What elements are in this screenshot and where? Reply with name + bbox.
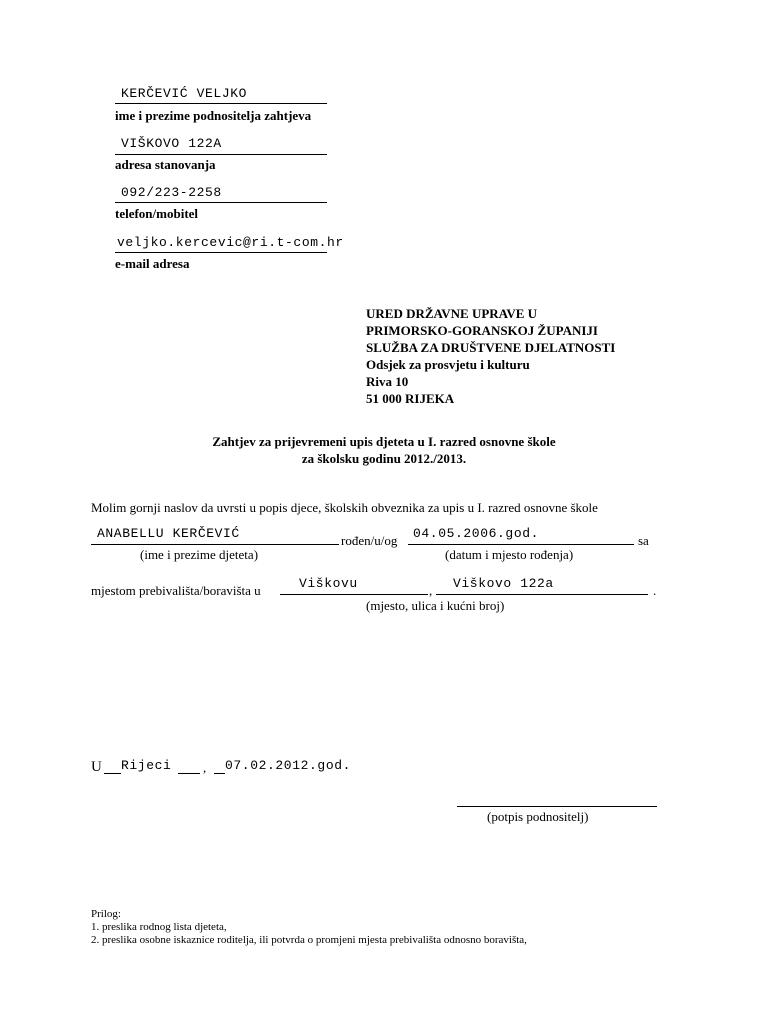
applicant-address-label: adresa stanovanja — [115, 157, 216, 172]
place-value: Viškovu — [299, 576, 358, 591]
street-line — [436, 594, 648, 595]
city-value: Rijeci — [121, 758, 172, 773]
city-line-left — [104, 773, 121, 774]
body-intro: Molim gornji naslov da uvrsti u popis djece, školskih obveznika za upis u I. razred osnovne škole — [91, 500, 598, 515]
place-line — [280, 594, 428, 595]
applicant-phone-value: 092/223-2258 — [121, 185, 222, 200]
recipient-line: PRIMORSKO-GORANSKOJ ŽUPANIJI — [366, 323, 598, 338]
date-line-left — [214, 773, 225, 774]
recipient-line: Odsjek za prosvjetu i kulturu — [366, 357, 530, 372]
applicant-email-value: veljko.kercevic@ri.t-com.hr — [117, 235, 344, 250]
sa-text: sa — [638, 533, 649, 548]
signature-label: (potpis podnositelj) — [487, 809, 589, 824]
u-text: U — [91, 759, 102, 775]
comma: , — [429, 583, 433, 598]
applicant-phone-label: telefon/mobitel — [115, 206, 199, 221]
applicant-address-line — [115, 154, 327, 155]
birth-label: (datum i mjesto rođenja) — [445, 547, 574, 562]
child-name-value: ANABELLU KERČEVIĆ — [97, 526, 240, 541]
birth-line — [408, 544, 634, 545]
child-name-line — [91, 544, 339, 545]
residence-label: (mjesto, ulica i kućni broj) — [366, 598, 505, 613]
applicant-email-line — [115, 252, 327, 253]
street-value: Viškovo 122a — [453, 576, 554, 591]
child-name-label: (ime i prezime djeteta) — [140, 547, 259, 562]
residence-text: mjestom prebivališta/boravišta u — [91, 583, 261, 598]
subject-line: Zahtjev za prijevremeni upis djeteta u I. razred osnovne škole — [212, 434, 556, 449]
period: . — [653, 583, 657, 598]
birth-value: 04.05.2006.god. — [413, 526, 540, 541]
applicant-phone-line — [115, 202, 327, 203]
attachments-title: Prilog: — [91, 908, 121, 920]
attachment-item: 1. preslika rodnog lista djeteta, — [91, 921, 227, 933]
subject-title — [0, 433, 768, 467]
subject-line: za školsku godinu 2012./2013. — [301, 451, 467, 466]
recipient-address — [366, 305, 615, 407]
applicant-name-label: ime i prezime podnositelja zahtjeva — [115, 108, 312, 123]
applicant-address-value: VIŠKOVO 122A — [121, 136, 222, 151]
recipient-line: Riva 10 — [366, 374, 409, 389]
applicant-email-label: e-mail adresa — [115, 256, 190, 271]
recipient-line: 51 000 RIJEKA — [366, 391, 455, 406]
attachment-item: 2. preslika osobne iskaznice roditelja, ili potvrda o promjeni mjesta prebivališta odnosno boravišta, — [91, 934, 527, 946]
applicant-name-value: KERČEVIĆ VELJKO — [121, 86, 248, 101]
born-text: rođen/u/og — [341, 533, 398, 548]
recipient-line: URED DRŽAVNE UPRAVE U — [366, 306, 538, 321]
comma: , — [203, 760, 207, 775]
date-value: 07.02.2012.god. — [225, 758, 352, 773]
recipient-line: SLUŽBA ZA DRUŠTVENE DJELATNOSTI — [366, 340, 616, 355]
applicant-name-line — [115, 103, 327, 104]
attachments — [91, 908, 527, 947]
city-line-right — [178, 773, 200, 774]
signature-line — [457, 806, 657, 807]
